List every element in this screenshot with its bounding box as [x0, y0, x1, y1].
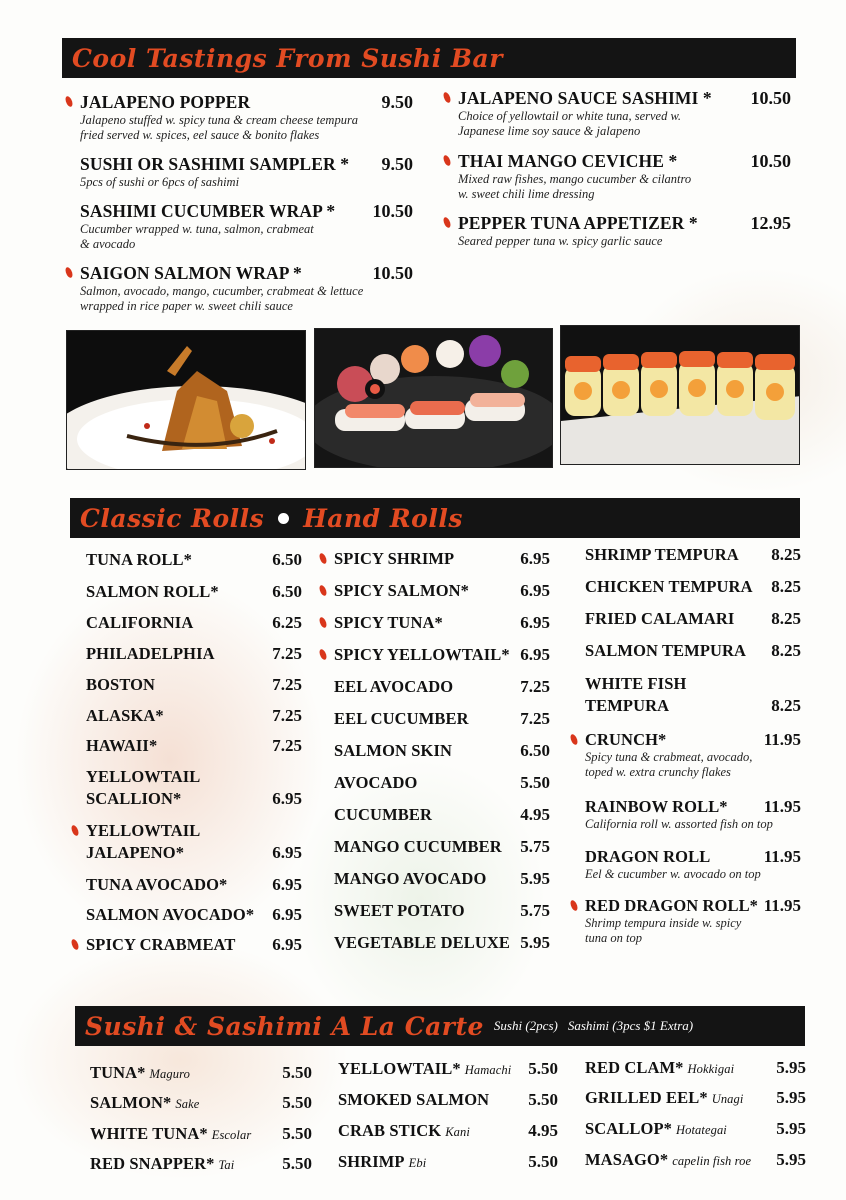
menu-item-row [334, 741, 550, 761]
menu-item-row [80, 154, 413, 175]
menu-item [585, 674, 801, 716]
menu-item-row [80, 263, 413, 284]
item-name: YELLOWTAIL [86, 821, 201, 840]
japanese-name: Tai [218, 1158, 235, 1172]
item-description: Spicy tuna & crabmeat, avocado, [585, 750, 753, 764]
chili-pepper-icon [442, 216, 453, 229]
menu-item-row [86, 905, 302, 925]
menu-item [80, 201, 413, 252]
section-title: Sushi & Sashimi A La Carte [85, 1011, 484, 1041]
menu-item-row [86, 767, 302, 787]
menu-item-row [585, 847, 801, 867]
item-price: 5.50 [282, 1063, 312, 1082]
item-price: 9.50 [381, 154, 413, 174]
menu-item-row [90, 1063, 312, 1083]
menu-item [86, 550, 302, 570]
item-price: 7.25 [272, 644, 302, 663]
menu-item-row [334, 549, 550, 569]
menu-item-row [585, 674, 801, 694]
menu-item-row [334, 773, 550, 793]
menu-item-row [338, 1121, 558, 1141]
menu-item-row [585, 1150, 806, 1170]
item-name: PEPPER TUNA APPETIZER * [458, 213, 698, 233]
menu-item [334, 741, 550, 761]
chili-pepper-icon [318, 616, 329, 629]
menu-item-row-2 [86, 789, 302, 809]
menu-item-row [334, 613, 550, 633]
menu-item [338, 1152, 558, 1172]
section-title-hand-rolls: Hand Rolls [303, 503, 463, 533]
menu-item [86, 613, 302, 633]
menu-item [90, 1063, 312, 1083]
item-name: SASHIMI CUCUMBER WRAP * [80, 201, 336, 221]
item-price: 6.50 [272, 550, 302, 569]
menu-item-row [585, 1088, 806, 1108]
item-name: EEL AVOCADO [334, 677, 454, 696]
menu-item-row [334, 677, 550, 697]
menu-item-row [90, 1093, 312, 1113]
menu-item [585, 797, 801, 832]
menu-item-row [458, 213, 791, 234]
item-price: 5.95 [776, 1058, 806, 1077]
chili-pepper-icon [569, 899, 580, 912]
item-name: SMOKED SALMON [338, 1090, 490, 1109]
section-banner-a-la-carte [75, 1006, 805, 1046]
menu-item [90, 1154, 312, 1174]
chili-pepper-icon [318, 648, 329, 661]
section-banner-rolls [70, 498, 800, 538]
chili-pepper-icon [64, 95, 75, 108]
menu-item [86, 935, 302, 955]
item-name: BOSTON [86, 675, 156, 694]
menu-item [80, 92, 413, 143]
item-description: Jalapeno stuffed w. spicy tuna & cream cheese tempura [80, 113, 359, 127]
menu-item [585, 1119, 806, 1139]
item-name: SALMON AVOCADO* [86, 905, 255, 924]
item-name: SUSHI OR SASHIMI SAMPLER * [80, 154, 350, 174]
item-name: SPICY SHRIMP [334, 549, 455, 568]
menu-item [334, 837, 550, 857]
item-name: CHICKEN TEMPURA [585, 577, 753, 596]
menu-item-row [90, 1124, 312, 1144]
item-name: YELLOWTAIL [86, 767, 201, 786]
item-name: SWEET POTATO [334, 901, 465, 920]
item-name: PHILADELPHIA [86, 644, 215, 663]
japanese-name: Ebi [408, 1156, 427, 1170]
item-description: Japanese lime soy sauce & jalapeno [458, 124, 641, 138]
item-name: CRUNCH* [585, 730, 667, 749]
item-name: MANGO CUCUMBER [334, 837, 502, 856]
japanese-name: Unagi [711, 1092, 744, 1106]
item-price: 6.95 [272, 905, 302, 924]
japanese-name: Kani [445, 1125, 470, 1139]
menu-item [338, 1090, 558, 1110]
menu-item-row [585, 730, 801, 750]
item-name: MASAGO* capelin fish roe [585, 1150, 752, 1169]
menu-item [585, 1058, 806, 1078]
item-name: JALAPENO POPPER [80, 92, 251, 112]
item-price: 6.95 [520, 581, 550, 600]
section-title: Cool Tastings From Sushi Bar [72, 43, 503, 73]
item-description: tuna on top [585, 931, 642, 945]
item-name: SCALLOP* Hotategai [585, 1119, 727, 1138]
menu-item-row [334, 581, 550, 601]
menu-item [90, 1124, 312, 1144]
item-name-line-2: TEMPURA [585, 696, 670, 715]
menu-item [86, 875, 302, 895]
item-price: 7.25 [272, 736, 302, 755]
japanese-name: Hamachi [464, 1063, 512, 1077]
menu-item-row [458, 151, 791, 172]
menu-item-row [86, 736, 302, 756]
item-name: SPICY YELLOWTAIL* [334, 645, 510, 664]
menu-item-row [86, 613, 302, 633]
menu-item-row [334, 933, 550, 953]
item-price: 8.25 [771, 696, 801, 715]
menu-item-row [585, 1119, 806, 1139]
menu-item [585, 609, 801, 629]
sushi-portion-note: Sushi (2pcs) [493, 1018, 558, 1033]
menu-item [585, 577, 801, 597]
item-price: 6.95 [272, 875, 302, 894]
sashimi-portion-note: Sashimi (3pcs $1 Extra) [567, 1018, 694, 1033]
item-price: 12.95 [750, 213, 791, 233]
menu-item [86, 675, 302, 695]
item-name: SAIGON SALMON WRAP * [80, 263, 302, 283]
menu-item [86, 821, 302, 863]
japanese-name: Sake [175, 1097, 200, 1111]
menu-item-row [585, 797, 801, 817]
item-price: 8.25 [771, 609, 801, 628]
menu-item [86, 582, 302, 602]
menu-item [585, 896, 801, 946]
menu-item-row [86, 875, 302, 895]
item-price: 5.50 [528, 1152, 558, 1171]
item-price: 6.95 [520, 645, 550, 664]
item-price: 4.95 [528, 1121, 558, 1140]
tempura-roll-photo [66, 330, 306, 470]
item-description: Eel & cucumber w. avocado on top [585, 867, 761, 881]
menu-item-row [585, 896, 801, 916]
item-name: SALMON ROLL* [86, 582, 219, 601]
chili-pepper-icon [318, 584, 329, 597]
chili-pepper-icon [318, 552, 329, 565]
menu-item [334, 677, 550, 697]
item-price: 11.95 [763, 847, 801, 866]
item-price: 5.50 [528, 1090, 558, 1109]
menu-item [458, 151, 791, 202]
item-description: wrapped in rice paper w. sweet chili sauce [80, 299, 293, 313]
menu-item-row [86, 675, 302, 695]
chili-pepper-icon [442, 154, 453, 167]
item-price: 5.95 [520, 869, 550, 888]
item-name: SALMON TEMPURA [585, 641, 747, 660]
item-description: Shrimp tempura inside w. spicy [585, 916, 742, 930]
menu-item-row-2 [86, 843, 302, 863]
menu-item [334, 581, 550, 601]
item-price: 5.50 [282, 1093, 312, 1112]
item-name: SPICY CRABMEAT [86, 935, 236, 954]
menu-item [90, 1093, 312, 1113]
item-name: RED DRAGON ROLL* [585, 896, 759, 915]
item-name: RED CLAM* Hokkigai [585, 1058, 735, 1077]
item-price: 11.95 [763, 730, 801, 749]
menu-item-row [334, 869, 550, 889]
menu-item [334, 549, 550, 569]
item-name: ALASKA* [86, 706, 164, 725]
menu-item [80, 154, 413, 190]
japanese-name: Maguro [149, 1067, 190, 1081]
item-price: 5.75 [520, 837, 550, 856]
sushi-platter-photo [314, 328, 553, 468]
item-name: RAINBOW ROLL* [585, 797, 728, 816]
section-title-classic-rolls: Classic Rolls [80, 503, 265, 533]
item-price: 6.95 [520, 549, 550, 568]
japanese-name: Hokkigai [687, 1062, 735, 1076]
menu-item [334, 645, 550, 665]
menu-item-row [585, 641, 801, 661]
item-name-line-2: SCALLION* [86, 789, 182, 808]
item-name: RED SNAPPER* Tai [90, 1154, 235, 1173]
portion-note [494, 1018, 703, 1034]
item-description: Salmon, avocado, mango, cucumber, crabmeat & lettuce [80, 284, 364, 298]
item-price: 6.50 [520, 741, 550, 760]
item-price: 6.95 [272, 843, 302, 862]
menu-item [334, 933, 550, 953]
menu-item-row [86, 706, 302, 726]
item-price: 5.75 [520, 901, 550, 920]
menu-item [86, 644, 302, 664]
item-name: WHITE TUNA* Escolar [90, 1124, 252, 1143]
item-price: 6.50 [272, 582, 302, 601]
item-price: 5.95 [776, 1088, 806, 1107]
menu-item [458, 88, 791, 139]
item-price: 5.50 [528, 1059, 558, 1078]
menu-item [334, 805, 550, 825]
item-name: CRAB STICK Kani [338, 1121, 470, 1140]
japanese-name: Escolar [211, 1128, 252, 1142]
menu-item-row [334, 645, 550, 665]
menu-item [334, 709, 550, 729]
item-price: 10.50 [372, 263, 413, 283]
menu-item-row [86, 644, 302, 664]
item-description: Mixed raw fishes, mango cucumber & cilantro [458, 172, 692, 186]
menu-item [334, 613, 550, 633]
item-price: 7.25 [520, 709, 550, 728]
bullet-dot-icon [278, 513, 289, 524]
item-price: 5.95 [520, 933, 550, 952]
item-name: CUCUMBER [334, 805, 432, 824]
menu-item-row [80, 92, 413, 113]
menu-item [585, 730, 801, 780]
maki-roll-photo [560, 325, 800, 465]
item-description: California roll w. assorted fish on top [585, 817, 773, 831]
item-price: 8.25 [771, 545, 801, 564]
item-price: 7.25 [520, 677, 550, 696]
menu-item [585, 545, 801, 565]
menu-item-row [585, 577, 801, 597]
item-name: YELLOWTAIL* Hamachi [338, 1059, 512, 1078]
menu-item [86, 767, 302, 809]
item-description: toped w. extra crunchy flakes [585, 765, 731, 779]
item-price: 6.25 [272, 613, 302, 632]
menu-item-row [338, 1059, 558, 1079]
item-price: 11.95 [763, 896, 801, 915]
item-description: Choice of yellowtail or white tuna, served w. [458, 109, 682, 123]
menu-item-row-2 [585, 696, 801, 716]
menu-item [80, 263, 413, 314]
chili-pepper-icon [442, 91, 453, 104]
menu-item [86, 706, 302, 726]
item-name: HAWAII* [86, 736, 158, 755]
item-description: w. sweet chili lime dressing [458, 187, 595, 201]
menu-item-row [334, 901, 550, 921]
item-name: THAI MANGO CEVICHE * [458, 151, 678, 171]
item-name: VEGETABLE DELUXE [334, 933, 510, 952]
menu-item-row [338, 1152, 558, 1172]
menu-item-row [334, 837, 550, 857]
menu-item-row [86, 935, 302, 955]
section-banner-cool-tastings [62, 38, 796, 78]
item-description: & avocado [80, 237, 136, 251]
japanese-name: Hotategai [675, 1123, 727, 1137]
item-name: SALMON* Sake [90, 1093, 200, 1112]
chili-pepper-icon [70, 824, 81, 837]
menu-item-row [338, 1090, 558, 1110]
chili-pepper-icon [64, 266, 75, 279]
item-name: SHRIMP TEMPURA [585, 545, 739, 564]
item-description: Seared pepper tuna w. spicy garlic sauce [458, 234, 663, 248]
chili-pepper-icon [70, 938, 81, 951]
item-description: fried served w. spices, eel sauce & bonito flakes [80, 128, 320, 142]
item-price: 5.50 [282, 1154, 312, 1173]
japanese-name: capelin fish roe [672, 1154, 752, 1168]
menu-item-row [458, 88, 791, 109]
item-name: GRILLED EEL* Unagi [585, 1088, 744, 1107]
menu-item-row [86, 821, 302, 841]
item-price: 5.50 [282, 1124, 312, 1143]
item-price: 8.25 [771, 641, 801, 660]
item-name: SHRIMP Ebi [338, 1152, 427, 1171]
menu-item-row [585, 545, 801, 565]
menu-item [334, 869, 550, 889]
item-price: 10.50 [750, 151, 791, 171]
menu-item [86, 905, 302, 925]
item-name: AVOCADO [334, 773, 418, 792]
item-description: 5pcs of sushi or 6pcs of sashimi [80, 175, 240, 189]
menu-item [86, 736, 302, 756]
item-price: 7.25 [272, 675, 302, 694]
item-price: 5.95 [776, 1119, 806, 1138]
menu-item [585, 847, 801, 882]
menu-item [334, 773, 550, 793]
item-name: MANGO AVOCADO [334, 869, 487, 888]
menu-item [334, 901, 550, 921]
item-name: TUNA* Maguro [90, 1063, 190, 1082]
item-name: SALMON SKIN [334, 741, 452, 760]
item-price: 5.50 [520, 773, 550, 792]
item-price: 6.95 [272, 789, 302, 808]
item-name-line-2: JALAPENO* [86, 843, 185, 862]
menu-item [338, 1059, 558, 1079]
menu-item [585, 1150, 806, 1170]
item-name: JALAPENO SAUCE SASHIMI * [458, 88, 712, 108]
item-price: 4.95 [520, 805, 550, 824]
item-name: EEL CUCUMBER [334, 709, 469, 728]
item-price: 9.50 [381, 92, 413, 112]
item-price: 5.95 [776, 1150, 806, 1169]
item-description: Cucumber wrapped w. tuna, salmon, crabmeat [80, 222, 314, 236]
menu-item [585, 1088, 806, 1108]
menu-item [458, 213, 791, 249]
menu-item [585, 641, 801, 661]
item-price: 6.95 [272, 935, 302, 954]
item-price: 8.25 [771, 577, 801, 596]
menu-item-row [585, 609, 801, 629]
item-price: 11.95 [763, 797, 801, 816]
chili-pepper-icon [569, 733, 580, 746]
item-name: TUNA ROLL* [86, 550, 192, 569]
menu-item-row [86, 582, 302, 602]
menu-item-row [334, 709, 550, 729]
item-name: SPICY SALMON* [334, 581, 469, 600]
item-name: FRIED CALAMARI [585, 609, 735, 628]
menu-item-row [90, 1154, 312, 1174]
menu-item-row [86, 550, 302, 570]
item-price: 7.25 [272, 706, 302, 725]
item-name: WHITE FISH [585, 674, 687, 693]
menu-item-row [80, 201, 413, 222]
item-price: 10.50 [372, 201, 413, 221]
item-name: CALIFORNIA [86, 613, 194, 632]
item-price: 6.95 [520, 613, 550, 632]
menu-item-row [585, 1058, 806, 1078]
menu-item [338, 1121, 558, 1141]
item-name: DRAGON ROLL [585, 847, 711, 866]
menu-item-row [334, 805, 550, 825]
item-name: SPICY TUNA* [334, 613, 443, 632]
item-name: TUNA AVOCADO* [86, 875, 228, 894]
item-price: 10.50 [750, 88, 791, 108]
